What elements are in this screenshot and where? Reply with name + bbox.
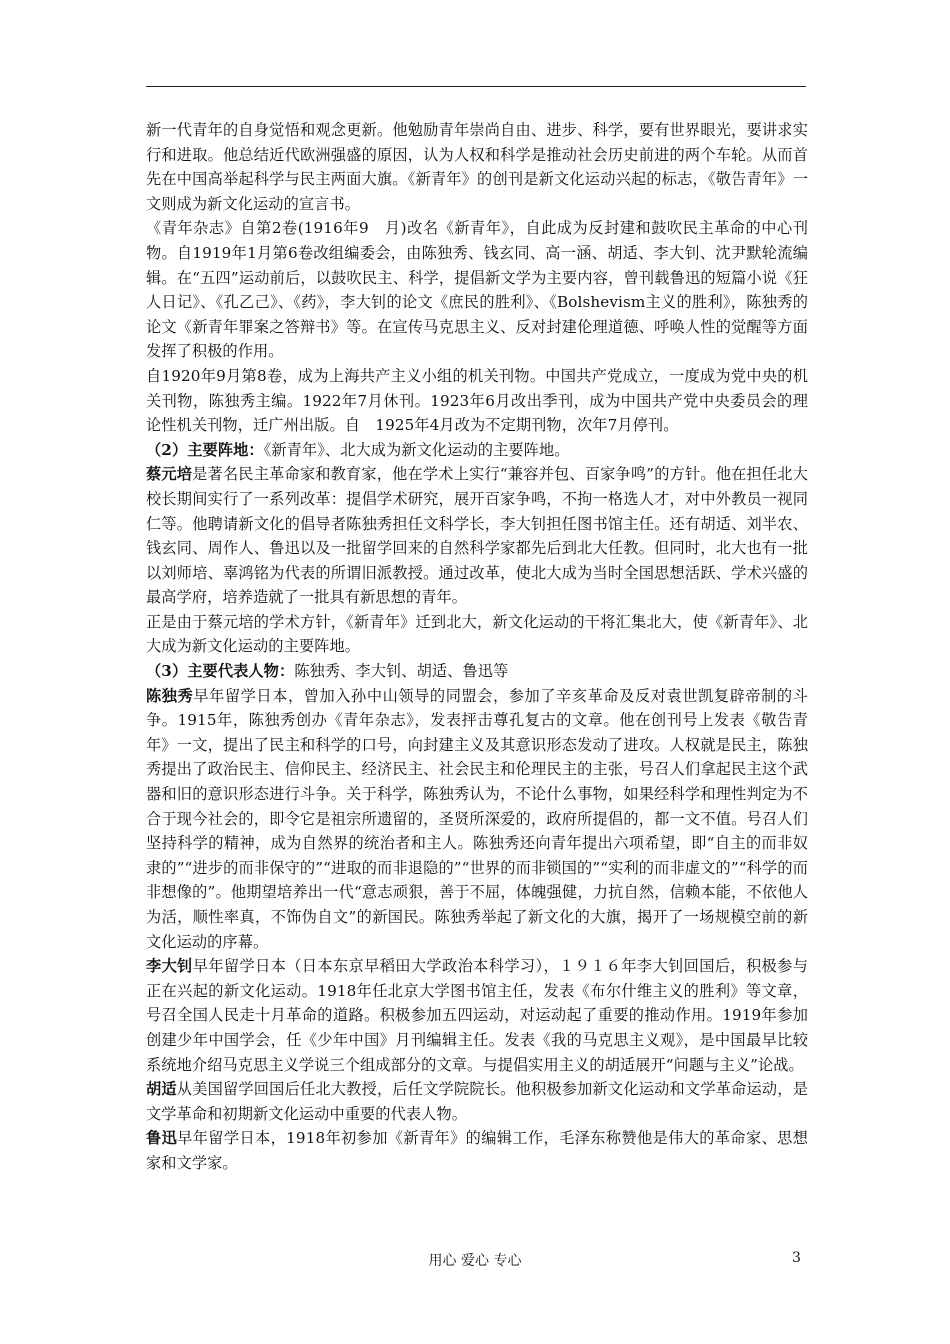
heading-label: （2）主要阵地：	[146, 440, 264, 459]
paragraph-cai-yuanpei: 蔡元培是著名民主革命家和教育家，他在学术上实行“兼容并包、百家争鸣”的方针。他在担任北大校长期间实行了一系列改革：提倡学术研究，展开百家争鸣，不拘一格选人才，对中外教员一视同仁等。他聘请新文化的倡导者陈独秀担任文科学长，李大钊担任图书馆主任。还有胡适、刘半农、钱玄同、周作人、鲁迅以及一批留学回来的自然科学家都先后到北大任教。但同时，北大也有一批以刘师培、辜鸿铭为代表的所谓旧派教授。通过改革，使北大成为当时全国思想活跃、学术兴盛的最高学府，培养造就了一批具有新思想的青年。	[146, 465, 808, 607]
paragraph-chen-duxiu: 陈独秀早年留学日本，曾加入孙中山领导的同盟会，参加了辛亥革命及反对袁世凯复辟帝制的斗争。1915年，陈独秀创办《青年杂志》，发表抨击尊孔复古的文章。他在创刊号上发表《敬告青年》一文，提出了民主和科学的口号，向封建主义及其意识形态发动了进攻。人权就是民主，陈独秀提出了政治民主、信仰民主、经济民主、社会民主和伦理民主的主张，号召人们拿起民主这个武器和旧的意识形态进行斗争。关于科学，陈独秀认为，不论什么事物，如果经科学和理性判定为不合于现今社会的，即令它是祖宗所遗留的，圣贤所深爱的，政府所提倡的，都一文不值。号召人们坚持科学的精神，成为自然界的统治者和主人。陈独秀还向青年提出六项希望，即“自主的而非奴隶的”“进步的而非保守的”“进取的而非退隐的”“世界的而非锁国的”“实利的而非虚文的”“科学的而非想像的”。他期望培养出一代“意志顽狠，善于不屈，体魄强健，力抗自然，信赖本能，不依他人为活，顺性率真，不饰伪自文”的新国民。陈独秀举起了新文化的大旗，揭开了一场规模空前的新文化运动的序幕。	[146, 686, 808, 951]
paragraph-party-organ: 自1920年9月第8卷，成为上海共产主义小组的机关刊物。中国共产党成立，一度成为党中央的机关刊物，陈独秀主编。1922年7月休刊。1923年6月改出季刊，成为中国共产党中央委员会的理论性机关刊物，迁广州出版。自 1925年4月改为不定期刊物，次年7月停刊。	[146, 366, 808, 435]
section-heading-representatives: （3）主要代表人物：陈独秀、李大钊、胡适、鲁迅等	[146, 662, 509, 681]
footer-slogan: 用心 爱心 专心	[428, 1253, 522, 1269]
person-name-cai-yuanpei: 蔡元培	[146, 465, 193, 484]
person-name-chen-duxiu: 陈独秀	[146, 686, 194, 705]
person-name-li-dazhao: 李大钊	[146, 957, 193, 976]
heading-label: （3）主要代表人物：	[146, 662, 295, 681]
paragraph-hu-shi: 胡适从美国留学回国后任北大教授，后任文学院院长。他积极参加新文化运动和文学革命运动，是文学革命和初期新文化运动中重要的代表人物。	[146, 1080, 808, 1123]
paragraph-li-dazhao: 李大钊早年留学日本（日本东京早稻田大学政治本科学习），１９１６年李大钊回国后，积极参与正在兴起的新文化运动。1918年任北京大学图书馆主任，发表《布尔什维主义的胜利》等文章，号召全国人民走十月革命的道路。积极参加五四运动，对运动起了重要的推动作用。1919年参加创建少年中国学会，任《少年中国》月刊编辑主任。发表《我的马克思主义观》，是中国最早比较系统地介绍马克思主义学说三个组成部分的文章。与提倡实用主义的胡适展开“问题与主义”论战。	[146, 957, 808, 1074]
section-heading-main-base: （2）主要阵地：《新青年》、北大成为新文化运动的主要阵地。	[146, 440, 570, 459]
paragraph-new-youth-history: 《青年杂志》自第2卷(1916年9 月)改名《新青年》，自此成为反封建和鼓吹民主革命的中心刊物。自1919年1月第6卷改组编委会，由陈独秀、钱玄同、高一涵、胡适、李大钊、沈尹默轮流编辑。在“五四”运动前后，以鼓吹民主、科学，提倡新文学为主要内容，曾刊载鲁迅的短篇小说《狂人日记》、《孔乙己》、《药》，李大钊的论文《庶民的胜利》、《Bolshevism主义的胜利》，陈独秀的论文《新青年罪案之答辩书》等。在宣传马克思主义、反对封建伦理道德、呼唤人性的觉醒等方面发挥了积极的作用。	[146, 219, 808, 361]
header-rule	[146, 86, 806, 87]
paragraph-peking-university: 正是由于蔡元培的学术方针，《新青年》迁到北大，新文化运动的干将汇集北大，使《新青年》、北大成为新文化运动的主要阵地。	[146, 612, 808, 656]
person-name-lu-xun: 鲁迅	[146, 1129, 178, 1148]
paragraph-lu-xun: 鲁迅早年留学日本，1918年初参加《新青年》的编辑工作，毛泽东称赞他是伟大的革命家、思想家和文学家。	[146, 1129, 808, 1172]
document-body	[146, 118, 808, 1176]
page-number: 3	[792, 1250, 801, 1266]
paragraph-awakening: 新一代青年的自身觉悟和观念更新。他勉励青年崇尚自由、进步、科学，要有世界眼光，要讲求实行和进取。他总结近代欧洲强盛的原因，认为人权和科学是推动社会历史前进的两个车轮。从而首先在中国高举起科学与民主两面大旗。《新青年》的创刊是新文化运动兴起的标志，《敬告青年》一文则成为新文化运动的宣言书。	[146, 121, 808, 213]
person-name-hu-shi: 胡适	[146, 1080, 177, 1099]
